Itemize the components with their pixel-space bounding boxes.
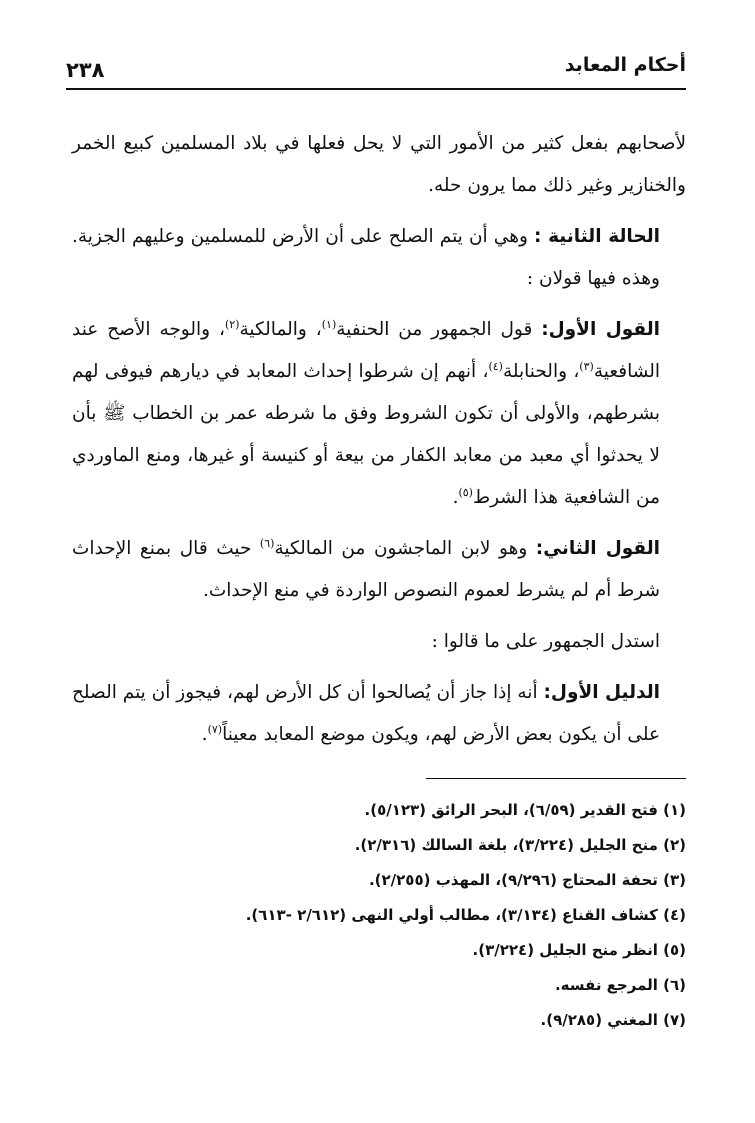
footnote-ref: (٢) — [224, 317, 240, 331]
paragraph-lead: الدليل الأول: — [543, 682, 660, 703]
paragraph-lead: الحالة الثانية : — [534, 226, 660, 247]
paragraph-lead: القول الثاني: — [535, 538, 660, 559]
paragraph-text: قول الجمهور من الحنفية — [336, 319, 542, 340]
paragraph-text: ، والحنابلة — [502, 361, 580, 382]
paragraph-text: . — [201, 724, 208, 745]
paragraph — [72, 309, 686, 519]
paragraph-text: وهو لابن الماجشون من المالكية — [274, 538, 536, 559]
paragraph-lead: القول الأول: — [541, 319, 660, 340]
footnote-ref: (١) — [321, 317, 337, 331]
footnote-separator — [426, 778, 686, 779]
footnote: (١) فتح القدير (٦/٥٩)، البحر الرائق (٥/١٢٣). — [364, 801, 686, 819]
running-title: أحكام المعابد — [564, 54, 686, 76]
paragraph — [72, 621, 686, 663]
paragraph-text: وهي أن يتم الصلح على أن الأرض للمسلمين وعليهم الجزية. وهذه فيها قولان : — [72, 226, 660, 289]
footnote: (٢) منح الجليل (٣/٢٢٤)، بلغة السالك (٢/٣١٦). — [354, 836, 686, 854]
paragraph — [72, 216, 686, 300]
footnotes — [86, 793, 686, 1038]
footnote-ref: (٥) — [458, 485, 473, 499]
paragraph — [72, 123, 686, 207]
footnote: (٥) انظر منح الجليل (٣/٢٢٤). — [472, 941, 686, 959]
paragraph — [72, 672, 686, 756]
page-number: ٢٣٨ — [66, 58, 105, 82]
footnote-ref: (٣) — [579, 359, 594, 373]
footnote-ref: (٤) — [488, 359, 503, 373]
footnote: (٣) تحفة المحتاج (٩/٢٩٦)، المهذب (٢/٢٥٥). — [368, 871, 686, 889]
paragraph-text: لأصحابهم بفعل كثير من الأمور التي لا يحل فعلها في بلاد المسلمين كبيع الخمر والخنازير وغير ذلك مما يرون حله. — [72, 133, 686, 196]
paragraph-text: ، والمالكية — [239, 319, 322, 340]
footnote-ref: (٦) — [259, 536, 275, 550]
footnote: (٧) المغني (٩/٢٨٥). — [540, 1011, 686, 1029]
main-text — [72, 123, 686, 756]
paragraph-text: . — [452, 487, 459, 508]
paragraph-text: حيث قال بمنع الإحداث شرط أم لم يشرط لعموم النصوص الواردة في منع الإحداث. — [72, 538, 660, 601]
page-header — [66, 48, 686, 90]
paragraph-text: ، والوجه الأصح عند الشافعية — [72, 319, 660, 382]
paragraph-text: استدل الجمهور على ما قالوا : — [431, 631, 660, 652]
paragraph-text: ، أنهم إن شرطوا إحداث المعابد في ديارهم فيوفى لهم بشرطهم، والأولى أن تكون الشروط وفق ما شرطه عمر بن الخطاب ﷺ بأن لا يحدثوا أي معبد من معابد الكفار من بيعة أو كنيسة أو غيرها، ومنع الماوردي من الشافعية هذا الشرط — [72, 361, 660, 508]
footnote: (٦) المرجع نفسه. — [554, 976, 686, 994]
footnote: (٤) كشاف القناع (٣/١٣٤)، مطالب أولي النهى (٢/٦١٢ -٦١٣). — [245, 906, 686, 924]
paragraph-text: أنه إذا جاز أن يُصالحوا أن كل الأرض لهم، فيجوز أن يتم الصلح على أن يكون بعض الأرض لهم، ويكون موضع المعابد معيناً — [71, 682, 660, 745]
footnote-ref: (٧) — [207, 722, 223, 736]
paragraph — [72, 528, 686, 612]
